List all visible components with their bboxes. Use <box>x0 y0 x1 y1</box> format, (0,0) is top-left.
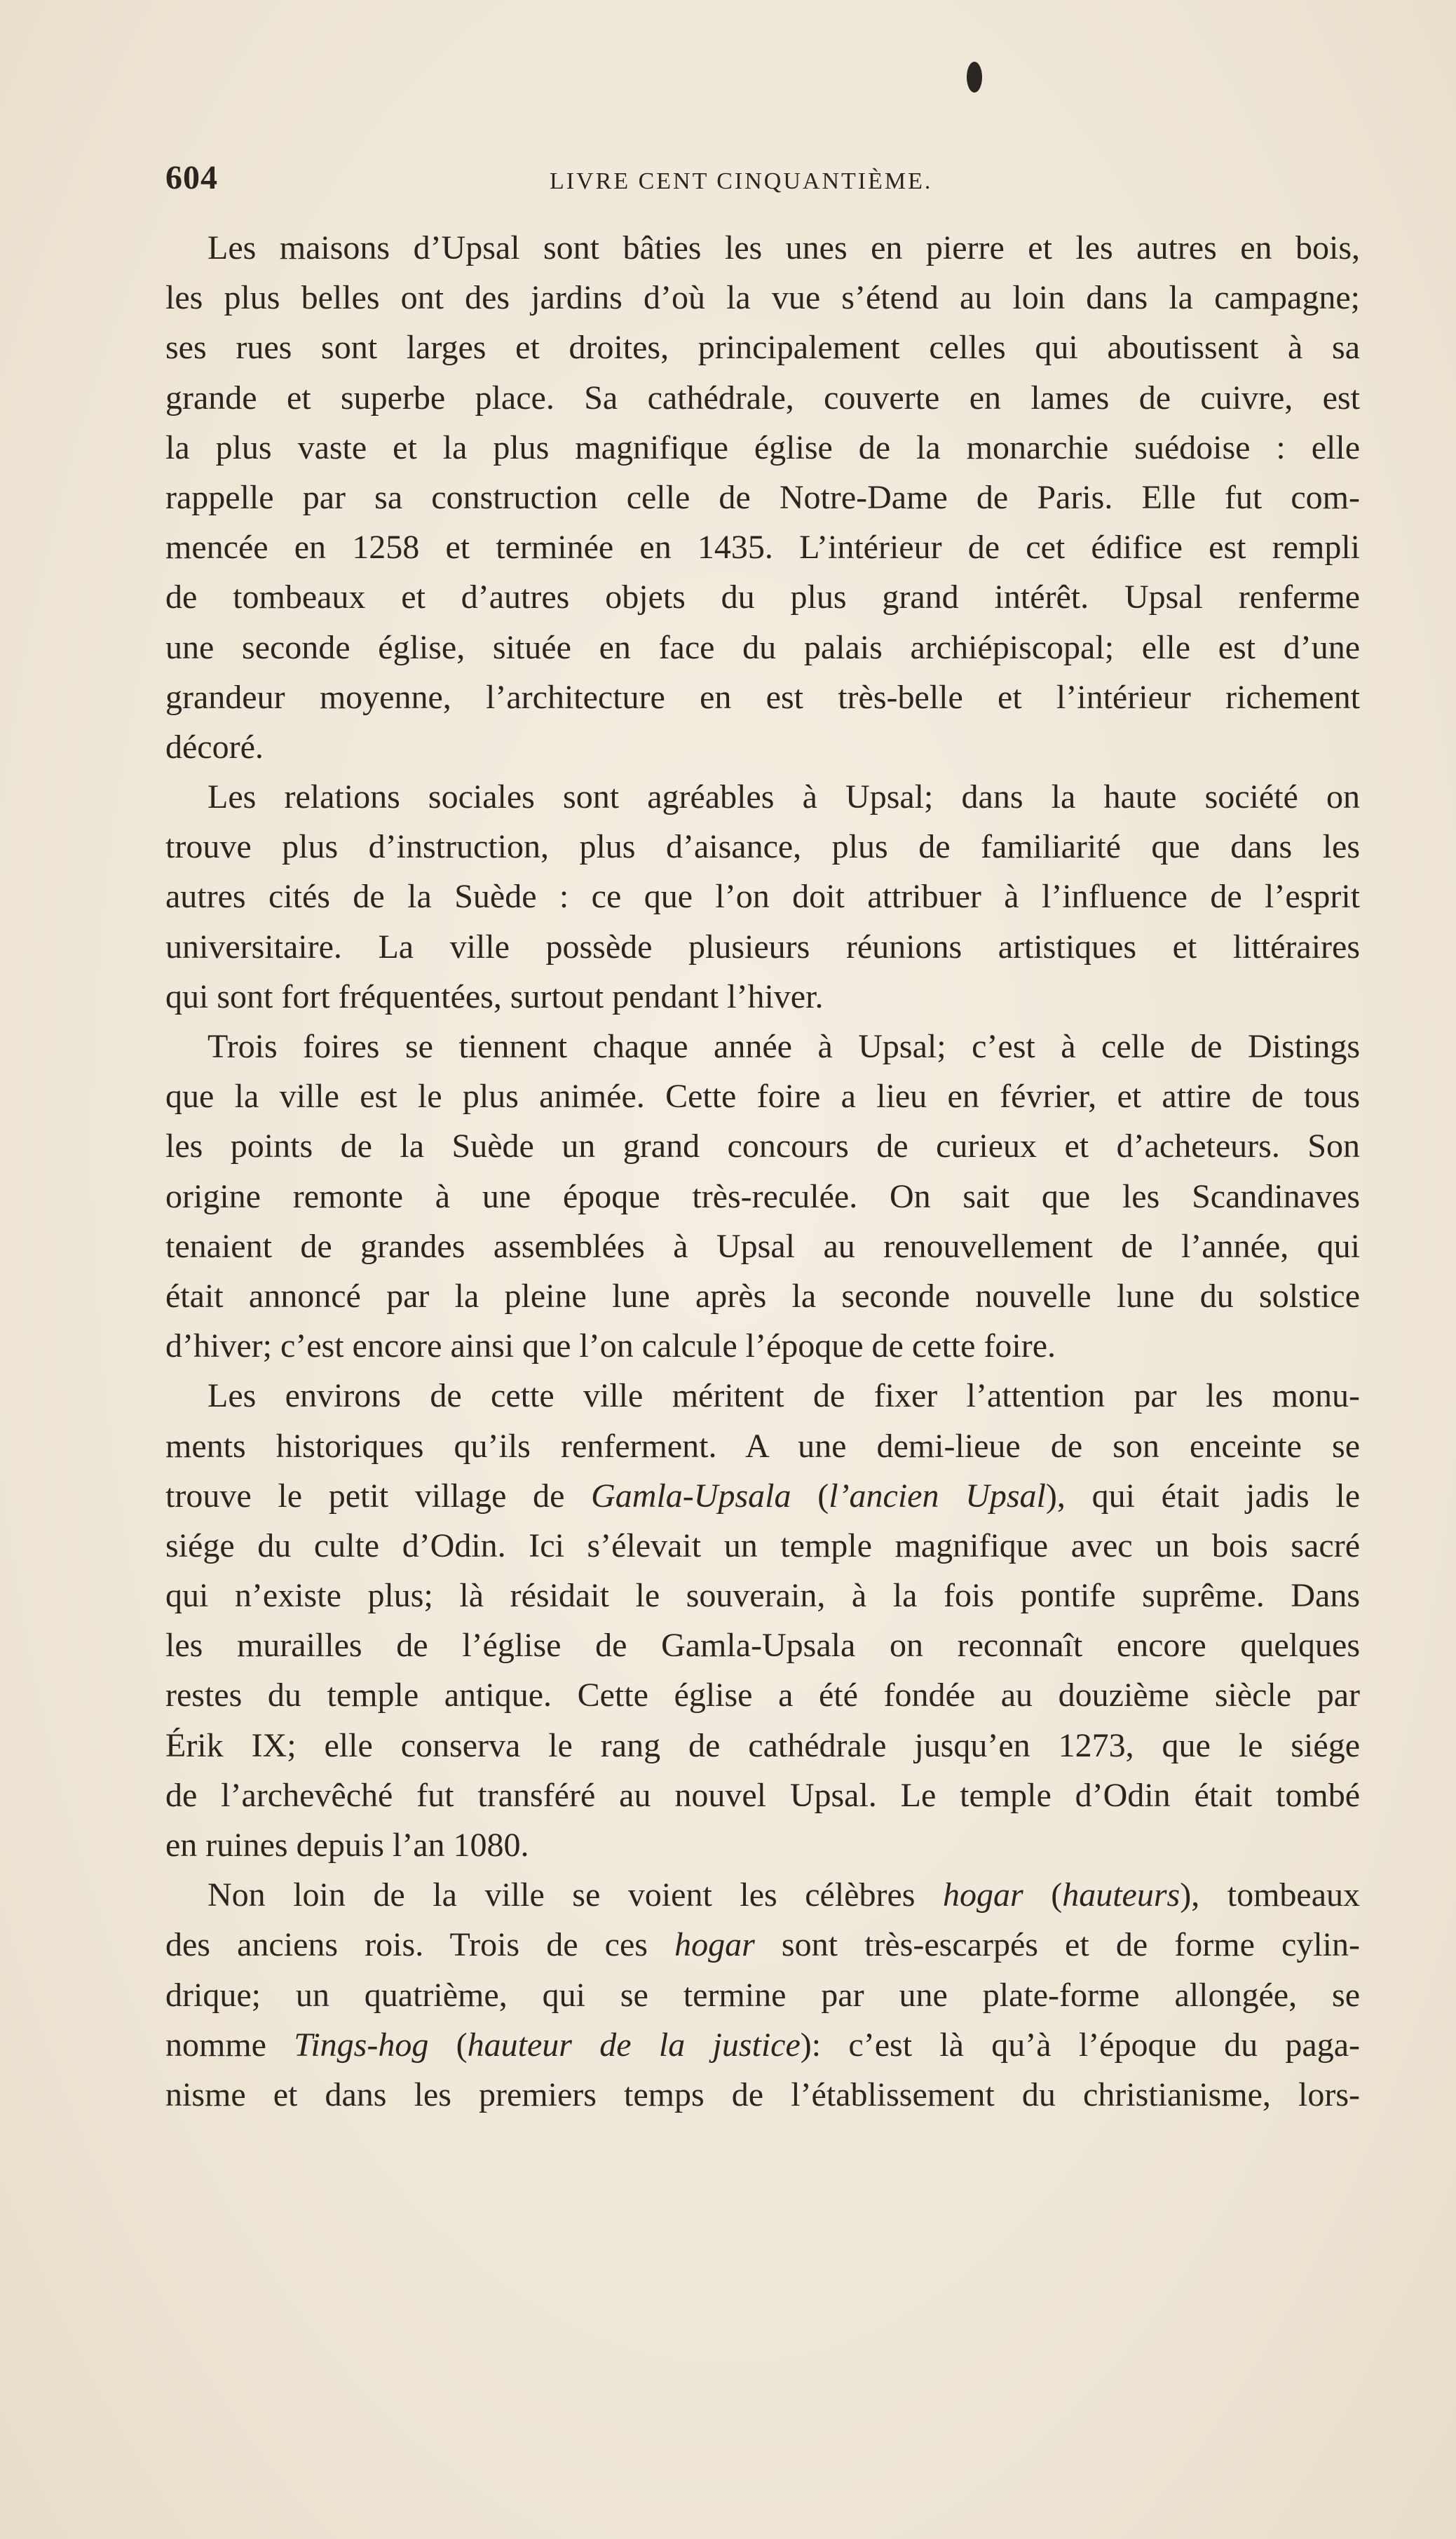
text-line: tenaient de grandes assemblées à Upsal au renouvellement de l’année, qui <box>165 1227 1360 1265</box>
text-line: de tombeaux et d’autres objets du plus grand intérêt. Upsal renferme <box>165 578 1360 616</box>
text-line: qui sont fort fréquentées, surtout pendant l’hiver. <box>165 977 824 1015</box>
text-line: d’hiver; c’est encore ainsi que l’on calcule l’époque de cette foire. <box>165 1327 1056 1365</box>
body-text <box>165 223 1360 2120</box>
text-line: qui n’existe plus; là résidait le souverain, à la fois pontife suprême. Dans <box>165 1577 1360 1615</box>
text-line: ses rues sont larges et droites, principalement celles qui aboutissent à sa <box>165 329 1360 367</box>
text-line: que la ville est le plus animée. Cette foire a lieu en février, et attire de tous <box>165 1078 1360 1116</box>
text-line: Érik IX; elle conserva le rang de cathédrale jusqu’en 1273, que le siége <box>165 1726 1360 1764</box>
text-line: trouve le petit village de Gamla-Upsala (l’ancien Upsal), qui était jadis le <box>165 1477 1361 1515</box>
running-head <box>165 158 1175 201</box>
text-line: grandeur moyenne, l’architecture en est très-belle et l’intérieur richement <box>165 678 1360 716</box>
text-line: les plus belles ont des jardins d’où la vue s’étend au loin dans la campagne; <box>165 279 1360 317</box>
running-title: LIVRE CENT CINQUANTIÈME. <box>550 168 933 194</box>
page-number: 604 <box>165 159 218 196</box>
text-line: Les relations sociales sont agréables à Upsal; dans la haute société on <box>207 778 1360 816</box>
text-line: une seconde église, située en face du palais archiépiscopal; elle est d’une <box>165 628 1360 666</box>
text-line: nomme Tings-hog (hauteur de la justice): c’est là qu’à l’époque du paga- <box>165 2026 1360 2064</box>
text-line: des anciens rois. Trois de ces hogar sont très-escarpés et de forme cylin- <box>165 1926 1360 1964</box>
text-line: Les maisons d’Upsal sont bâties les unes en pierre et les autres en bois, <box>207 229 1360 266</box>
text-line: la plus vaste et la plus magnifique église de la monarchie suédoise : elle <box>165 428 1360 466</box>
text-line: Trois foires se tiennent chaque année à Upsal; c’est à celle de Distings <box>207 1028 1360 1065</box>
text-line: Les environs de cette ville méritent de fixer l’attention par les monu- <box>207 1377 1360 1415</box>
text-line: rappelle par sa construction celle de Notre-Dame de Paris. Elle fut com- <box>165 478 1360 516</box>
text-line: de l’archevêché fut transféré au nouvel Upsal. Le temple d’Odin était tombé <box>165 1776 1360 1814</box>
ink-blot <box>967 62 982 93</box>
text-line: grande et superbe place. Sa cathédrale, couverte en lames de cuivre, est <box>165 379 1360 417</box>
text-line: trouve plus d’instruction, plus d’aisance, plus de familiarité que dans les <box>165 828 1360 866</box>
text-line: les points de la Suède un grand concours de curieux et d’acheteurs. Son <box>165 1128 1360 1165</box>
text-line: autres cités de la Suède : ce que l’on doit attribuer à l’influence de l’esprit <box>165 878 1360 916</box>
text-line: origine remonte à une époque très-reculée. On sait que les Scandinaves <box>165 1177 1360 1215</box>
text-line: restes du temple antique. Cette église a été fondée au douzième siècle par <box>165 1677 1360 1714</box>
text-line: était annoncé par la pleine lune après la seconde nouvelle lune du solstice <box>165 1277 1360 1315</box>
text-line: universitaire. La ville possède plusieurs réunions artistiques et littéraires <box>165 928 1360 966</box>
text-line: siége du culte d’Odin. Ici s’élevait un temple magnifique avec un bois sacré <box>165 1526 1360 1564</box>
text-line: drique; un quatrième, qui se termine par une plate-forme allongée, se <box>165 1976 1360 2014</box>
text-line: Non loin de la ville se voient les célèbres hogar (hauteurs), tombeaux <box>207 1876 1361 1914</box>
text-line: nisme et dans les premiers temps de l’établissement du christianisme, lors- <box>165 2076 1360 2113</box>
text-line: en ruines depuis l’an 1080. <box>165 1827 529 1864</box>
text-line: décoré. <box>165 728 264 766</box>
text-line: les murailles de l’église de Gamla-Upsala on reconnaît encore quelques <box>165 1627 1360 1665</box>
text-line: ments historiques qu’ils renferment. A une demi-lieue de son enceinte se <box>165 1427 1360 1465</box>
text-line: mencée en 1258 et terminée en 1435. L’intérieur de cet édifice est rempli <box>165 529 1360 567</box>
